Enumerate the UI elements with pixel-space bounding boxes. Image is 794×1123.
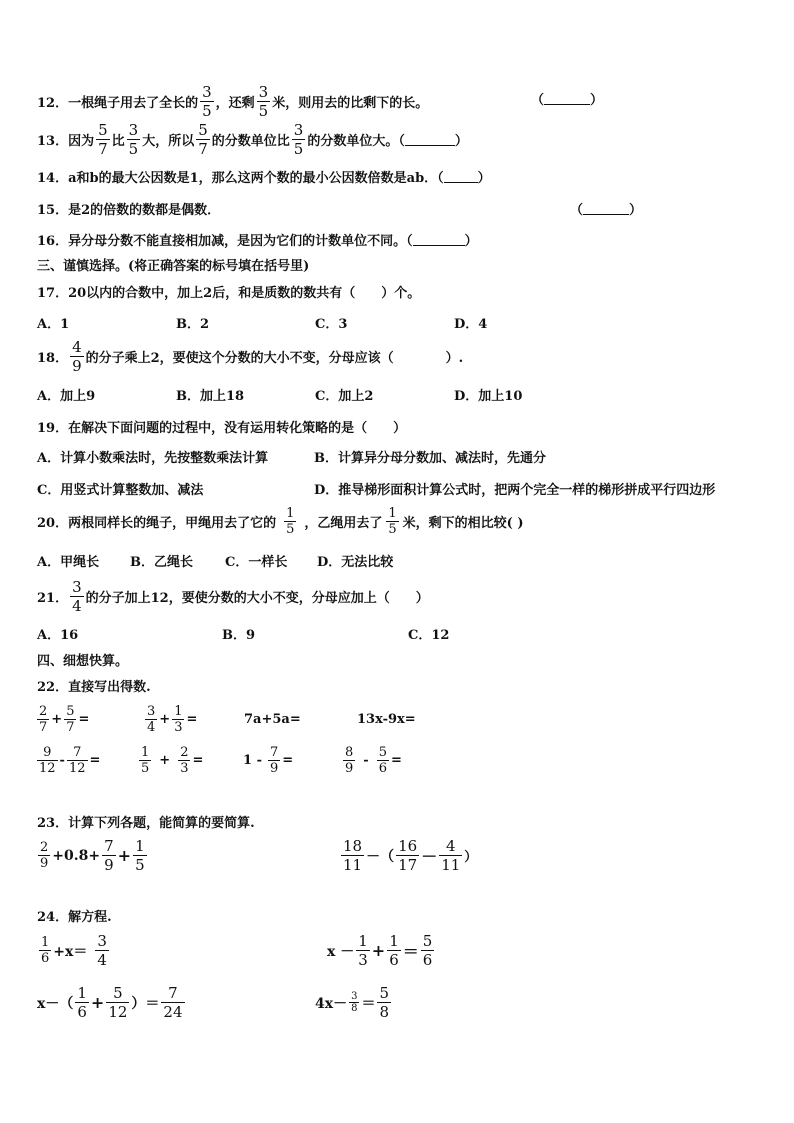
expr-22-8: $\frac{8}{9}$ - $\frac{5}{6}$ = — [345, 745, 402, 776]
fraction: $\frac{3}{5}$ — [258, 83, 269, 120]
option-19d[interactable]: D．推导梯形面积计算公式时，把两个完全一样的梯形拼成平行四边形 — [314, 483, 716, 498]
question-17: 17．20以内的合数中，加上2后，和是质数的数共有（ ）个。 — [37, 286, 421, 301]
answer-blank-16[interactable] — [413, 233, 465, 246]
question-21: 21． $\frac{3}{4}$ 的分子加上12，要使分数的大小不变，分母应加上（ ） — [37, 578, 429, 615]
expr-22-6: $\frac{1}{5}$ + $\frac{2}{3}$ = — [141, 745, 204, 776]
question-13: 13．因为 $\frac{5}{7}$ 比 $\frac{3}{5}$ 大，所以 $\frac{5}{7}$ 的分数单位比 $\frac{3}{5}$ 的分数单位大。（ ） — [37, 121, 468, 158]
equation-24-2: x － $\frac{1}{3}$ + $\frac{1}{6}$ ＝ $\frac{5}{6}$ — [327, 932, 433, 969]
option-20d[interactable]: D．无法比较 — [317, 555, 394, 570]
question-15: 15．是2的倍数的数都是偶数． — [37, 203, 221, 218]
option-18d[interactable]: D．加上10 — [454, 389, 523, 404]
question-16: 16．异分母分数不能直接相加减，是因为它们的计数单位不同。（ ） — [37, 234, 478, 249]
expr-22-3: 7a+5a= — [244, 712, 301, 727]
option-20c[interactable]: C．一样长 — [225, 555, 288, 570]
question-12 — [37, 83, 428, 120]
expr-22-1: $\frac{2}{7}$ + $\frac{5}{7}$ = — [39, 704, 90, 735]
option-21a[interactable]: A．16 — [37, 628, 79, 643]
option-21c[interactable]: C．12 — [408, 628, 450, 643]
equation-24-1: $\frac{1}{6}$ +x＝ $\frac{3}{4}$ — [41, 932, 107, 969]
answer-blank-14[interactable] — [444, 170, 478, 183]
option-17d[interactable]: D．4 — [454, 317, 488, 332]
answer-blank-15[interactable]: （ ） — [570, 203, 643, 218]
fraction: $\frac{1}{5}$ — [286, 506, 295, 537]
section-3-title: 三、谨慎选择。(将正确答案的标号填在括号里) — [37, 259, 310, 274]
question-19: 19．在解决下面问题的过程中，没有运用转化策略的是（ ） — [37, 421, 407, 436]
option-17b[interactable]: B．2 — [176, 317, 210, 332]
expr-23-1: $\frac{2}{9}$ +0.8+ $\frac{7}{9}$ + $\frac{1}{5}$ — [40, 837, 145, 874]
expr-22-4: 13x-9x= — [357, 712, 416, 727]
option-18c[interactable]: C．加上2 — [315, 389, 374, 404]
fraction: $\frac{3}{4}$ — [72, 578, 82, 615]
option-18b[interactable]: B．加上18 — [176, 389, 245, 404]
fraction: $\frac{3}{5}$ — [202, 83, 212, 120]
option-18a[interactable]: A．加上9 — [37, 389, 96, 404]
question-14: 14．a和b的最大公因数是1，那么这两个数的最小公因数倍数是ab．（ ） — [37, 171, 491, 186]
question-22-title: 22．直接写出得数. — [37, 680, 151, 695]
option-19b[interactable]: B．计算异分母分数加、减法时，先通分 — [314, 451, 546, 466]
question-18: 18． $\frac{4}{9}$ 的分子乘上2，要使这个分数的大小不变，分母应该（ ）. — [37, 338, 464, 375]
q12-text-c: 米，则用去的比剩下的长。 — [272, 96, 429, 111]
answer-blank-12[interactable]: （ ） — [531, 93, 604, 108]
q12-text-b: ，还剩 — [215, 96, 255, 111]
option-20a[interactable]: A．甲绳长 — [37, 555, 100, 570]
q12-text-a: 12．一根绳子用去了全长的 — [37, 96, 199, 111]
option-17c[interactable]: C．3 — [315, 317, 348, 332]
option-21b[interactable]: B．9 — [222, 628, 256, 643]
option-20b[interactable]: B．乙绳长 — [130, 555, 193, 570]
fraction: $\frac{1}{5}$ — [388, 506, 397, 537]
option-19c[interactable]: C．用竖式计算整数加、减法 — [37, 483, 204, 498]
equation-24-3: x－（ $\frac{1}{6}$ + $\frac{5}{12}$ ）＝ $\frac{7}{24}$ — [37, 984, 183, 1021]
expr-22-7: 1 - $\frac{7}{9}$ = — [243, 745, 294, 776]
question-20: 20．两根同样长的绳子，甲绳用去了它的 $\frac{1}{5}$ ，乙绳用去了 $\frac{1}{5}$ 米，剩下的相比较( ) — [37, 506, 524, 537]
section-4-title: 四、细想快算。 — [37, 654, 129, 669]
fraction: $\frac{4}{9}$ — [72, 338, 82, 375]
question-24-title: 24．解方程. — [37, 910, 112, 925]
equation-24-4: 4x－ $\frac{3}{8}$ ＝ $\frac{5}{8}$ — [315, 984, 390, 1021]
expr-23-2: $\frac{18}{11}$ －（ $\frac{16}{17}$ － $\frac{4}{11}$ ） — [343, 837, 478, 874]
expr-22-5: $\frac{9}{12}$ - $\frac{7}{12}$ = — [39, 745, 101, 776]
fraction: $\frac{3}{5}$ — [293, 121, 304, 158]
expr-22-2: $\frac{3}{4}$ + $\frac{1}{3}$ = — [147, 704, 198, 735]
option-19a[interactable]: A．计算小数乘法时，先按整数乘法计算 — [37, 451, 269, 466]
question-23-title: 23．计算下列各题，能简算的要简算. — [37, 816, 255, 831]
fraction: $\frac{5}{7}$ — [198, 121, 208, 158]
fraction: $\frac{5}{7}$ — [98, 121, 108, 158]
fraction: $\frac{3}{5}$ — [128, 121, 139, 158]
answer-blank-13[interactable] — [405, 133, 455, 146]
option-17a[interactable]: A．1 — [37, 317, 70, 332]
